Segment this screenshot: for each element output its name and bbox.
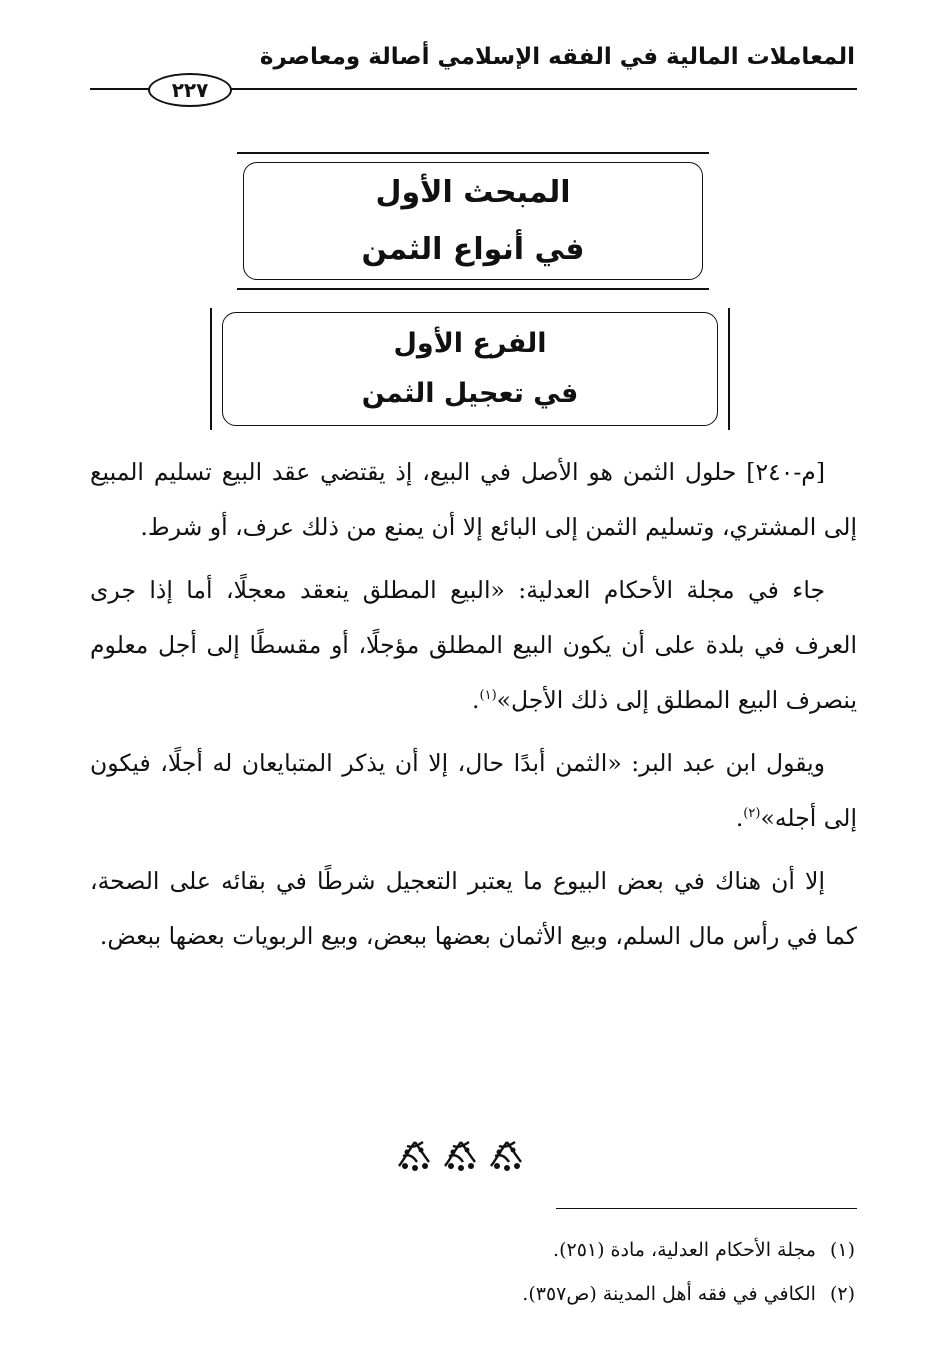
footnote-text: مجلة الأحكام العدلية، مادة (٢٥١).: [553, 1239, 816, 1261]
floral-ornament-icon: [395, 1136, 433, 1172]
subsection-heading-line-2: في تعجيل الثمن: [361, 378, 579, 409]
section-heading-line-2: في أنواع الثمن: [361, 232, 585, 267]
paragraph: جاء في مجلة الأحكام العدلية: «البيع المطلق ينعقد معجلًا، أما إذا جرى العرف في بلدة على أن يكون البيع المطلق مؤجلًا، أو مقسطًا إلى أجل معلوم ينصرف البيع المطلق إلى ذلك الأجل»$^{(١)}$.: [90, 576, 857, 714]
paragraph: إلا أن هناك في بعض البيوع ما يعتبر التعجيل شرطًا في بقائه على الصحة، كما في رأس مال السلم، وبيع الأثمان بعضها ببعض، وبيع الربويات بعضها ببعض.: [90, 867, 857, 950]
floral-ornament-icon: [487, 1136, 525, 1172]
running-head-title: المعاملات المالية في الفقه الإسلامي أصالة ومعاصرة: [259, 44, 855, 70]
body-text: [90, 445, 857, 972]
subsection-heading-line-1: الفرع الأول: [393, 328, 547, 360]
paragraph: ويقول ابن عبد البر: «الثمن أبدًا حال، إلا أن يذكر المتبايعان له أجلًا، فيكون إلى أجله»$^{(٢)}$.: [90, 749, 857, 832]
footnote-rule: [556, 1208, 857, 1209]
footnote-number: (١): [829, 1239, 855, 1261]
section-heading-line-1: المبحث الأول: [375, 175, 571, 210]
subsection-heading-frame: [210, 308, 730, 430]
footnote-ref: (١): [479, 688, 497, 704]
footnote-text: الكافي في فقه أهل المدينة (ص٣٥٧).: [522, 1283, 816, 1305]
footnote-ref: (٢): [743, 806, 761, 822]
footnote: [522, 1228, 855, 1272]
footnote: [522, 1272, 855, 1316]
subsection-heading-box: [222, 312, 718, 426]
footnote-number: (٢): [829, 1283, 855, 1305]
page-number: ٢٢٧: [148, 73, 232, 107]
footnotes: [522, 1228, 855, 1316]
paragraph: [م-٢٤٠] حلول الثمن هو الأصل في البيع، إذ يقتضي عقد البيع تسليم المبيع إلى المشتري، وتسليم الثمن إلى البائع إلا أن يمنع من ذلك عرف، أو شرط.: [90, 458, 857, 541]
floral-ornament-icon: [441, 1136, 479, 1172]
section-end-ornament: [395, 1135, 525, 1173]
section-heading-box: [243, 162, 703, 280]
section-heading-frame: [237, 152, 709, 290]
